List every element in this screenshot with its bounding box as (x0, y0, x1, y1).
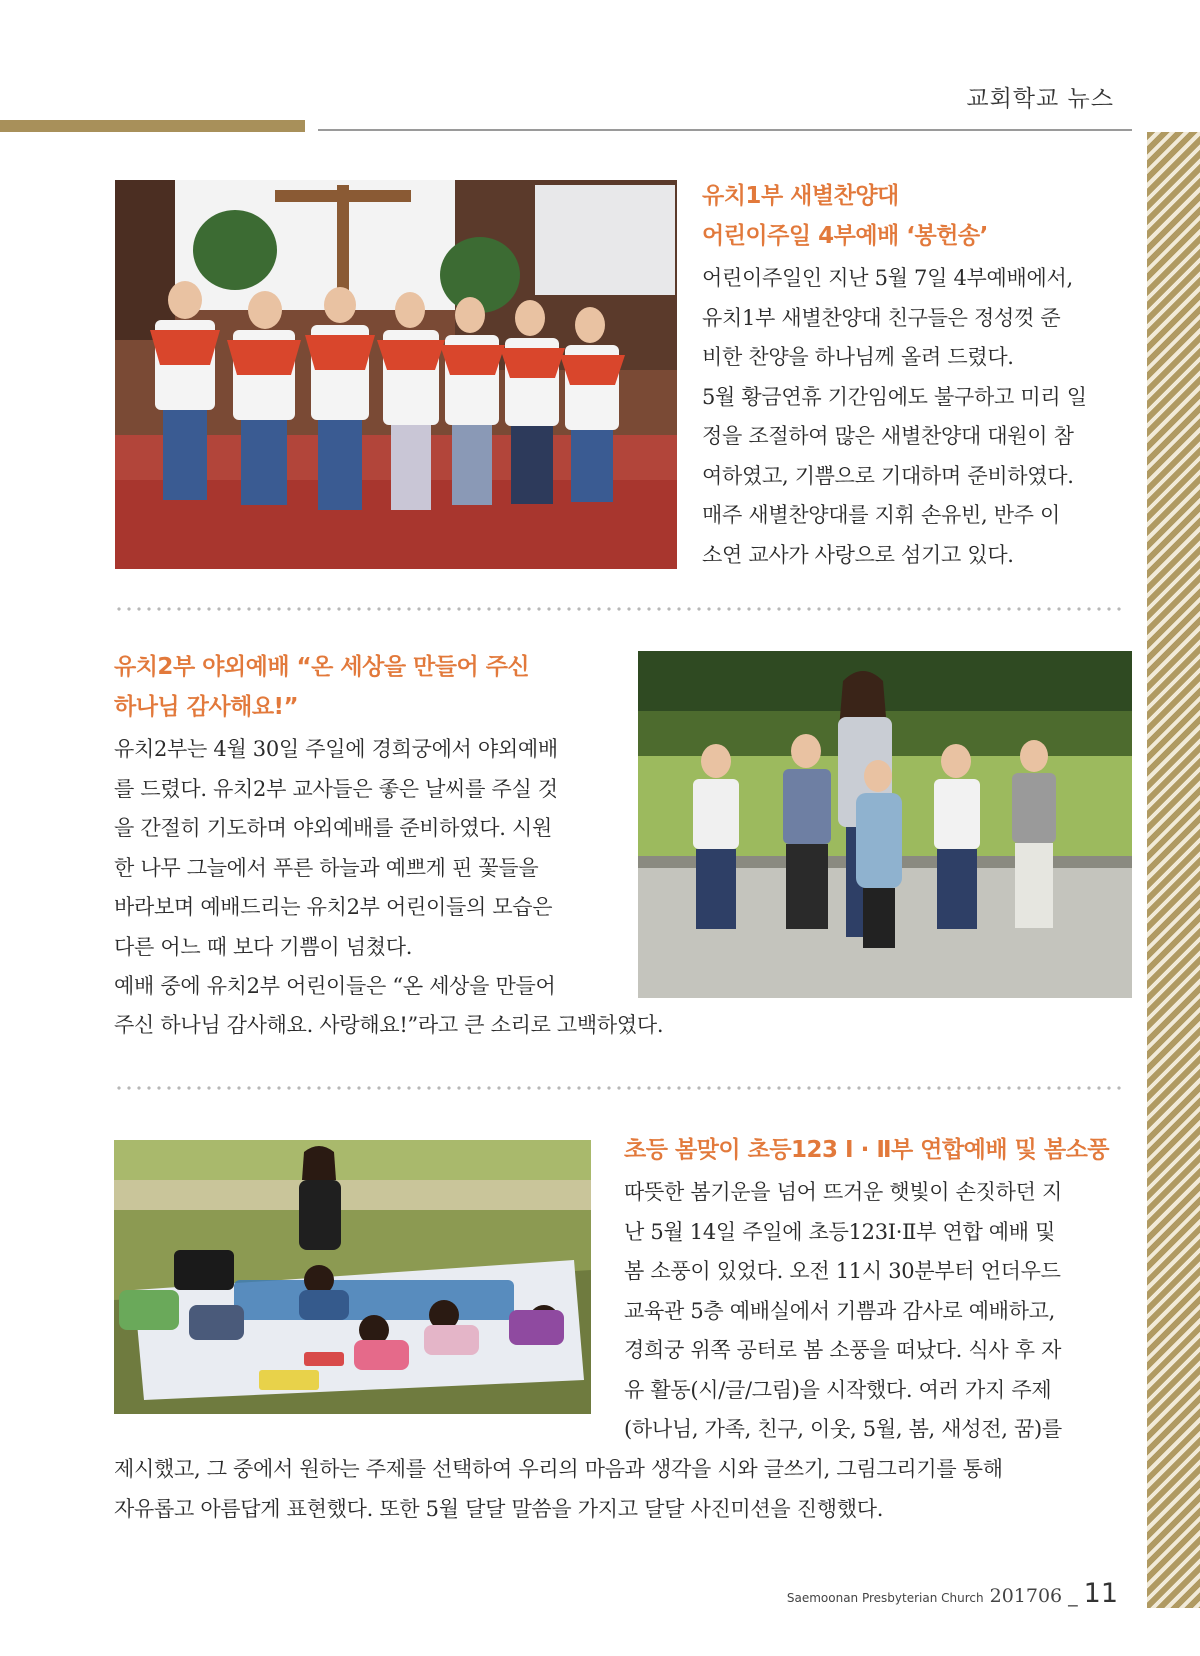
footer-church-name: Saemoonan Presbyterian Church (786, 1591, 984, 1605)
footer-separator: _ (1068, 1585, 1078, 1607)
article-3-body-tail: 제시했고, 그 중에서 원하는 주제를 선택하여 우리의 마음과 생각을 시와 글쓰기, 그림그리기를 통해 자유롭고 아름답게 표현했다. 또한 5월 달달 말씀을 가지고 달달 사진미션을 진행했다. (114, 1457, 1003, 1521)
article-3-title: 초등 봄맞이 초등123 Ⅰ · Ⅱ부 연합예배 및 봄소풍 (624, 1137, 1110, 1163)
dotted-divider-2 (114, 1086, 1124, 1090)
photo-spring-picnic (114, 1140, 591, 1414)
page-footer (787, 1578, 1118, 1609)
side-stripe-decoration (1147, 132, 1200, 1608)
photo-outdoor-worship (638, 651, 1132, 998)
dotted-divider-1 (114, 607, 1124, 611)
article-1-body: 어린이주일인 지난 5월 7일 4부예배에서, 유치1부 새별찬양대 친구들은 정성껏 준 비한 찬양을 하나님께 올려 드렸다. 5월 황금연휴 기간임에도 불구하고 미리 일 정을 조절하여 많은 새별찬양대 대원이 참 여하였고, 기쁨으로 기대하며 준비하였다. 매주 새별찬양대를 지휘 손유빈, 반주 이 소연 교사가 사랑으로 섬기고 있다. (702, 266, 1087, 567)
article-2-title: 유치2부 야외예배 “온 세상을 만들어 주신 하나님 감사해요!” (114, 654, 530, 720)
footer-issue-number: 201706 (989, 1585, 1063, 1607)
article-1-title: 유치1부 새별찬양대 어린이주일 4부예배 ‘봉헌송’ (702, 183, 988, 249)
header-rule (318, 129, 1132, 131)
page-number: 11 (1083, 1578, 1118, 1609)
photo-kindergarten-choir (115, 180, 677, 569)
section-title: 교회학교 뉴스 (966, 86, 1114, 112)
header-gold-bar (0, 120, 305, 132)
article-3-body: 따뜻한 봄기운을 넘어 뜨거운 햇빛이 손짓하던 지 난 5월 14일 주일에 초등123Ⅰ·Ⅱ부 연합 예배 및 봄 소풍이 있었다. 오전 11시 30분부터 언더우드 교육관 5층 예배실에서 기쁨과 감사로 예배하고, 경희궁 위쪽 공터로 봄 소풍을 떠났다. 식사 후 자 유 활동(시/글/그림)을 시작했다. 여러 가지 주제 (하나님, 가족, 친구, 이웃, 5월, 봄, 새성전, 꿈)를 (624, 1180, 1062, 1441)
article-2-body-tail: 주신 하나님 감사해요. 사랑해요!”라고 큰 소리로 고백하였다. (114, 1013, 664, 1037)
article-2-body: 유치2부는 4월 30일 주일에 경희궁에서 야외예배 를 드렸다. 유치2부 교사들은 좋은 날씨를 주실 것 을 간절히 기도하며 야외예배를 준비하였다. 시원 한 나무 그늘에서 푸른 하늘과 예쁘게 핀 꽃들을 바라보며 예배드리는 유치2부 어린이들의 모습은 다른 어느 때 보다 기쁨이 넘쳤다. 예배 중에 유치2부 어린이들은 “온 세상을 만들어 (114, 737, 558, 998)
